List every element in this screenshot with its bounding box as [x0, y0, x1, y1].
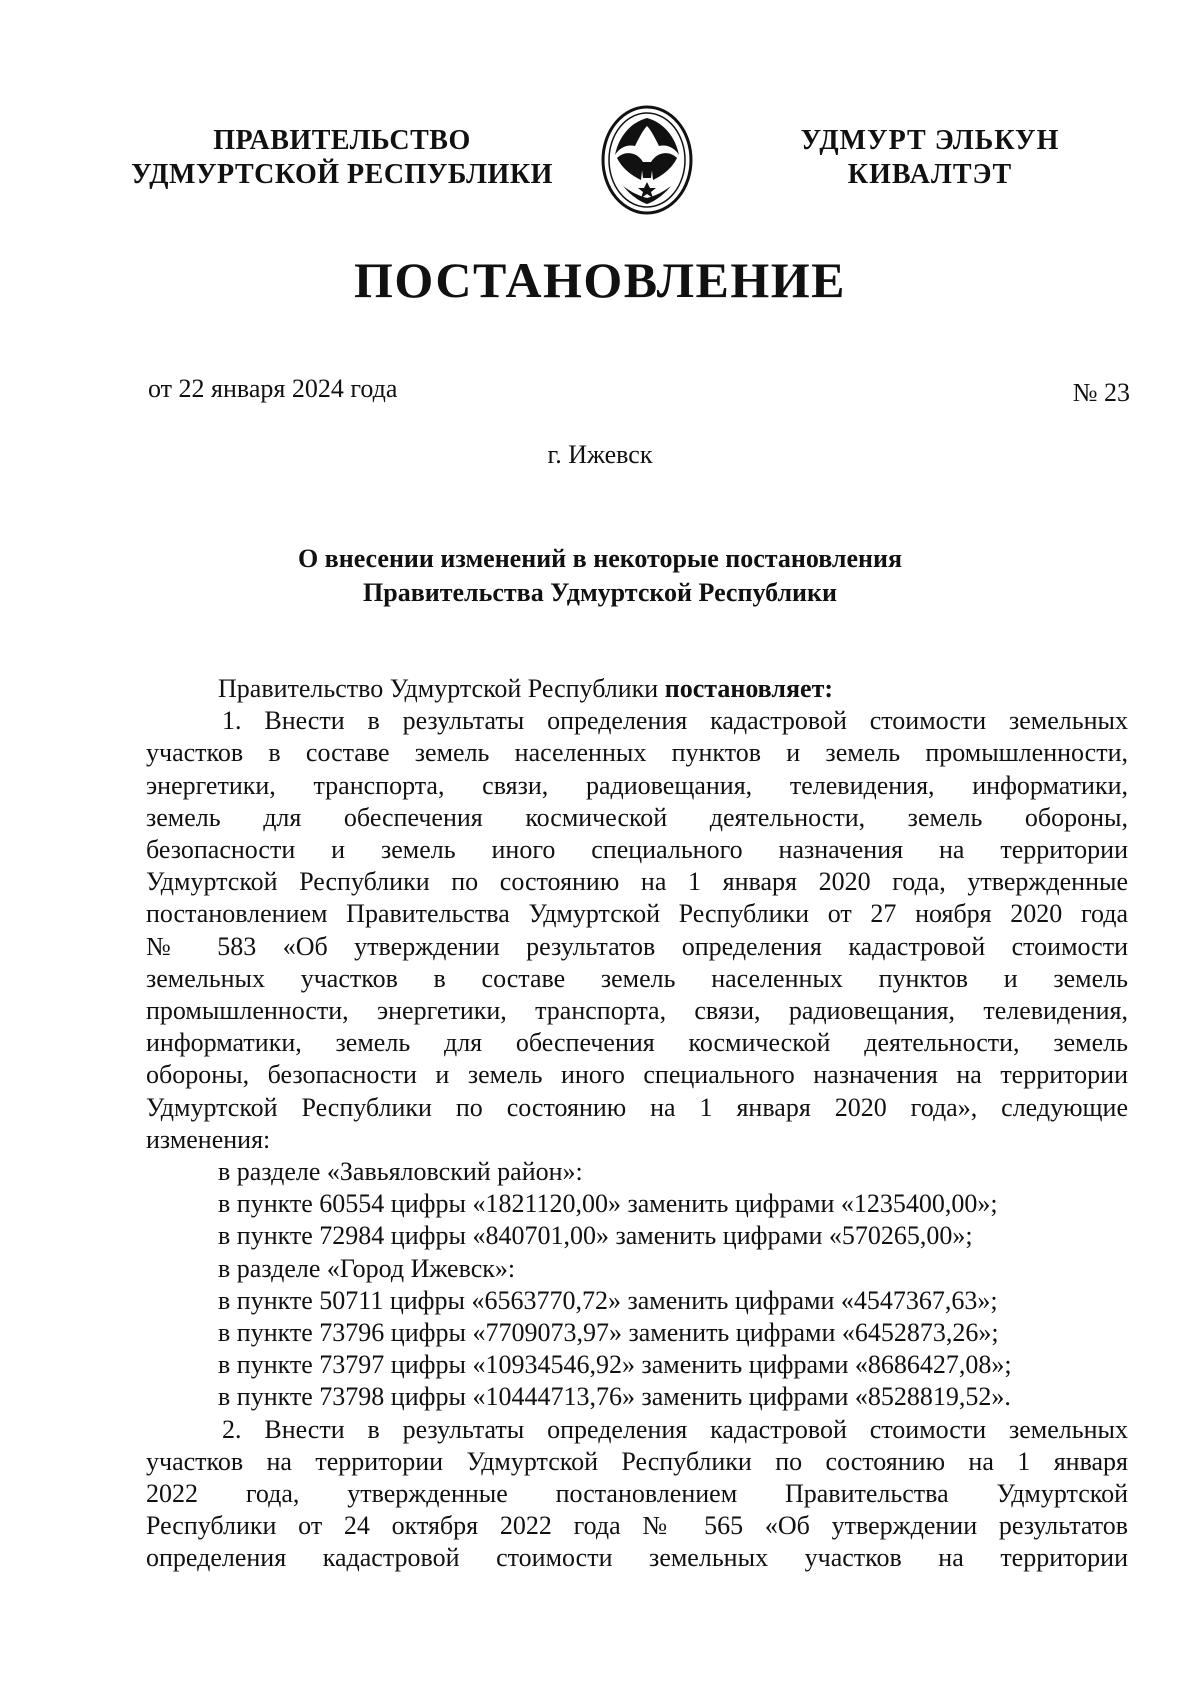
p1-line: изменения:	[146, 1124, 271, 1154]
header-left-line1: ПРАВИТЕЛЬСТВО	[213, 125, 471, 156]
change-item: в пункте 73796 цифры «7709073,97» заменить цифрами «6452873,26»;	[218, 1318, 999, 1348]
preamble-bold: постановляет:	[664, 674, 833, 703]
header-right-line2: КИВАЛТЭТ	[847, 159, 1013, 190]
paragraph-1	[146, 705, 1128, 1156]
preamble	[146, 673, 1128, 705]
document-title: ПОСТАНОВЛЕНИЕ	[354, 252, 846, 308]
document-subject	[0, 542, 1200, 610]
document-city: г. Ижевск	[547, 440, 653, 469]
subject-line2: Правительства Удмуртской Республики	[363, 578, 837, 607]
p2-line: 2. Внести в результаты определения кадастровой стоимости земельных	[222, 1414, 1128, 1444]
p2-line: Республики от 24 октября 2022 года № 565 «Об утверждении результатов	[146, 1511, 1128, 1541]
p1-line: земельных участков в составе земель населенных пунктов и земель	[146, 963, 1128, 993]
udmurt-emblem-icon	[597, 100, 697, 218]
change-item: в пункте 60554 цифры «1821120,00» заменить цифрами «1235400,00»;	[218, 1189, 998, 1219]
p1-line: промышленности, энергетики, транспорта, связи, радиовещания, телевидения,	[146, 996, 1128, 1026]
p1-line: участков в составе земель населенных пунктов и земель промышленности,	[146, 738, 1128, 768]
change-item: в разделе «Завьяловский район»:	[218, 1157, 583, 1187]
change-item: в пункте 73797 цифры «10934546,92» заменить цифрами «8686427,08»;	[218, 1350, 1012, 1380]
header-government-ru	[112, 124, 572, 192]
p1-line: Удмуртской Республики по состоянию на 1 января 2020 года, утвержденные	[146, 867, 1128, 897]
subject-line1: О внесении изменений в некоторые постановления	[297, 544, 903, 573]
p1-line: энергетики, транспорта, связи, радиовещания, телевидения, информатики,	[146, 770, 1128, 800]
header-government-udm	[765, 124, 1095, 192]
p2-line: 2022 года, утвержденные постановлением Правительства Удмуртской	[146, 1479, 1128, 1509]
p1-line: постановлением Правительства Удмуртской Республики от 27 ноября 2020 года	[146, 899, 1128, 929]
preamble-text: Правительство Удмуртской Республики	[218, 674, 665, 703]
p2-line: определения кадастровой стоимости земельных участков на территории	[146, 1543, 1128, 1573]
change-item: в разделе «Город Ижевск»:	[218, 1253, 516, 1283]
changes-list	[146, 1156, 1128, 1414]
paragraph-2	[146, 1414, 1128, 1575]
p1-line: земель для обеспечения космической деятельности, земель обороны,	[146, 802, 1128, 832]
change-item: в пункте 50711 цифры «6563770,72» заменить цифрами «4547367,63»;	[218, 1285, 998, 1315]
p1-line: 1. Внести в результаты определения кадастровой стоимости земельных	[222, 706, 1128, 736]
p1-line: № 583 «Об утверждении результатов определения кадастровой стоимости	[146, 931, 1128, 961]
document-body	[146, 673, 1128, 1575]
header-left-line2: УДМУРТСКОЙ РЕСПУБЛИКИ	[131, 159, 553, 190]
p1-line: безопасности и земель иного специального назначения на территории	[146, 835, 1128, 865]
header-right-line1: УДМУРТ ЭЛЬКУН	[800, 125, 1060, 156]
change-item: в пункте 73798 цифры «10444713,76» заменить цифрами «8528819,52».	[218, 1382, 1011, 1412]
p1-line: Удмуртской Республики по состоянию на 1 января 2020 года», следующие	[146, 1092, 1128, 1122]
p1-line: обороны, безопасности и земель иного специального назначения на территории	[146, 1060, 1128, 1090]
change-item: в пункте 72984 цифры «840701,00» заменить цифрами «570265,00»;	[218, 1221, 973, 1251]
document-date: от 22 января 2024 года	[148, 374, 398, 403]
p1-line: информатики, земель для обеспечения космической деятельности, земель	[146, 1028, 1128, 1058]
document-number: № 23	[1072, 378, 1130, 407]
p2-line: участков на территории Удмуртской Республики по состоянию на 1 января	[146, 1446, 1128, 1476]
